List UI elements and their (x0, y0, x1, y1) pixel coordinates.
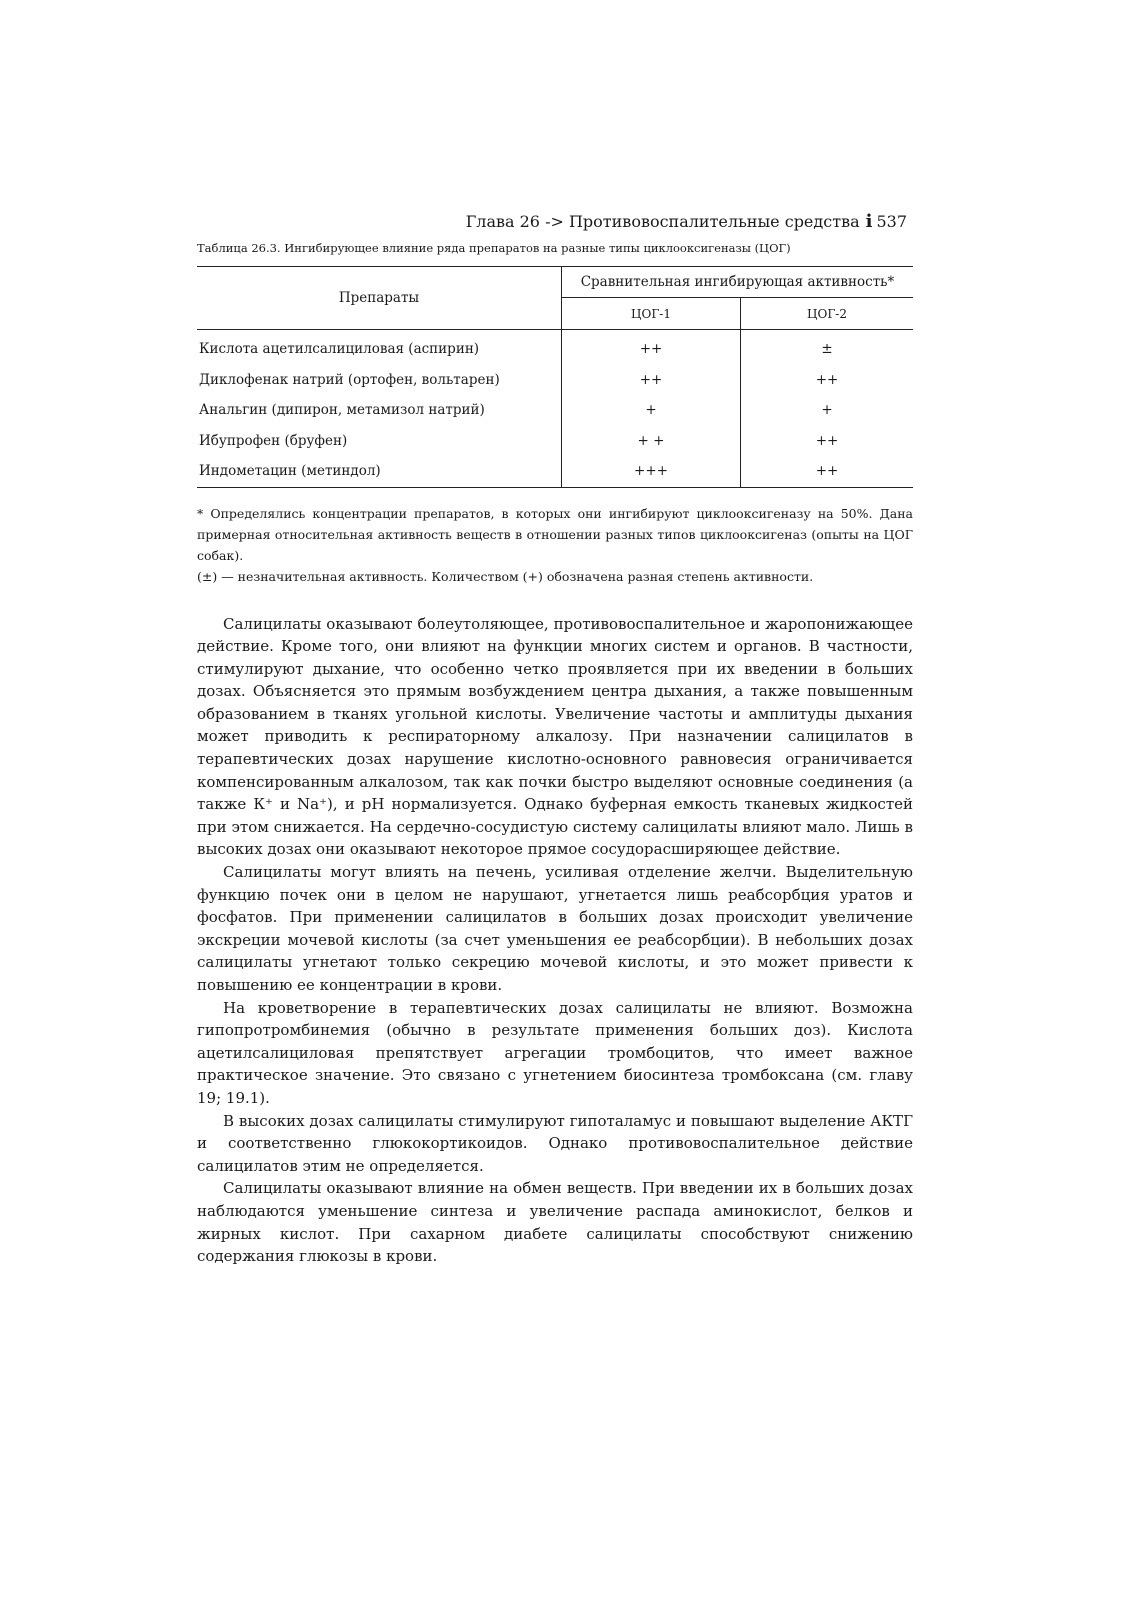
drug-name: Анальгин (дипирон, метамизол натрий) (197, 395, 562, 426)
paragraph: Салицилаты могут влиять на печень, усиливая отделение желчи. Выделительную функцию почек они в целом не нарушают, угнетается лишь реабсорбция уратов и фосфатов. При применении салицилатов в больших дозах происходит увеличение экскреции мочевой кислоты (за счет уменьшения ее реабсорбции). В небольших дозах салицилаты угнетают только секрецию мочевой кислоты, и это может привести к повышению ее концентрации в крови. (197, 863, 913, 994)
cox2-value: ++ (741, 456, 914, 487)
drug-name: Индометацин (метиндол) (197, 456, 562, 487)
cox2-value: ± (821, 341, 833, 358)
header-cox2: ЦОГ-2 (741, 298, 914, 330)
running-header (197, 208, 913, 236)
chapter-title: Глава 26 -> Противовоспалительные средства (465, 212, 860, 231)
paragraph: Салицилаты оказывают влияние на обмен веществ. При введении их в больших дозах наблюдаются уменьшение синтеза и увеличение распада аминокислот, белков и жирных кислот. При сахарном диабете салицилаты способствуют снижению содержания глюкозы в крови. (197, 1179, 913, 1266)
table-row (197, 365, 913, 396)
cox1-value: ++ (562, 365, 741, 396)
cox1-value: + + (562, 426, 741, 457)
header-drugs: Препараты (197, 267, 562, 330)
body-text (197, 613, 913, 1268)
cox2-value: ++ (815, 371, 839, 388)
cox1-value: + (562, 395, 741, 426)
table-footnote (197, 503, 913, 587)
header-activity: Сравнительная ингибирующая активность* (562, 267, 914, 298)
table-caption: Таблица 26.3. Ингибирующее влияние ряда препаратов на разные типы циклооксигеназы (ЦОГ) (197, 241, 791, 255)
table-row (197, 330, 913, 365)
page-number: 537 (876, 212, 907, 231)
drug-name: Ибупрофен (бруфен) (197, 426, 562, 457)
cox1-value: +++ (562, 456, 741, 487)
header-separator: i (865, 211, 873, 232)
drug-name: Диклофенак натрий (ортофен, вольтарен) (197, 365, 562, 396)
footnote-line: * Определялись концентрации препаратов, в которых они ингибируют циклооксигеназу на 50%. Дана примерная относительная активность веществ в отношении разных типов циклооксигеназ (опыты на ЦОГ собак). (197, 505, 913, 563)
paragraph: На кроветворение в терапевтических дозах салицилаты не влияют. Возможна гипопротромбинемия (обычно в результате применения больших доз). Кислота ацетилсалициловая препятствует агрегации тромбоцитов, что имеет важное практическое значение. Это связано с угнетением биосинтеза тромбоксана (см. главу 19; 19.1). (197, 998, 913, 1107)
cox-inhibition-table (197, 266, 913, 488)
paragraph: В высоких дозах салицилаты стимулируют гипоталамус и повышают выделение АКТГ и соответственно глюкокортикоидов. Однако противовоспалительное действие салицилатов этим не определяется. (197, 1111, 913, 1175)
paragraph: Салицилаты оказывают болеутоляющее, противовоспалительное и жаропонижающее действие. Кроме того, они влияют на функции многих систем и органов. В частности, стимулируют дыхание, что особенно четко проявляется при их введении в больших дозах. Объясняется это прямым возбуждением центра дыхания, а также повышенным образованием в тканях угольной кислоты. Увеличение частоты и амплитуды дыхания может приводить к респираторному алкалозу. При назначении салицилатов в терапевтических дозах нарушение кислотно-основного равновесия ограничивается компенсированным алкалозом, так как почки быстро выделяют основные соединения (а также К⁺ и Na⁺), и pH нормализуется. Однако буферная емкость тканевых жидкостей при этом снижается. На сердечно-сосудистую систему салицилаты влияют мало. Лишь в высоких дозах они оказывают некоторое прямое сосудорасширяющее действие. (197, 614, 913, 859)
header-cox1: ЦОГ-1 (562, 298, 741, 330)
table-row (197, 395, 913, 426)
book-page (197, 208, 913, 1268)
table-row (197, 456, 913, 487)
cox1-value: ++ (562, 330, 741, 365)
footnote-line: (±) — незначительная активность. Количеством (+) обозначена разная степень активности. (197, 568, 814, 584)
drug-name: Кислота ацетилсалициловая (аспирин) (197, 330, 562, 365)
table-row (197, 426, 913, 457)
cox2-value: + (821, 402, 833, 419)
cox2-value: ++ (815, 432, 839, 449)
